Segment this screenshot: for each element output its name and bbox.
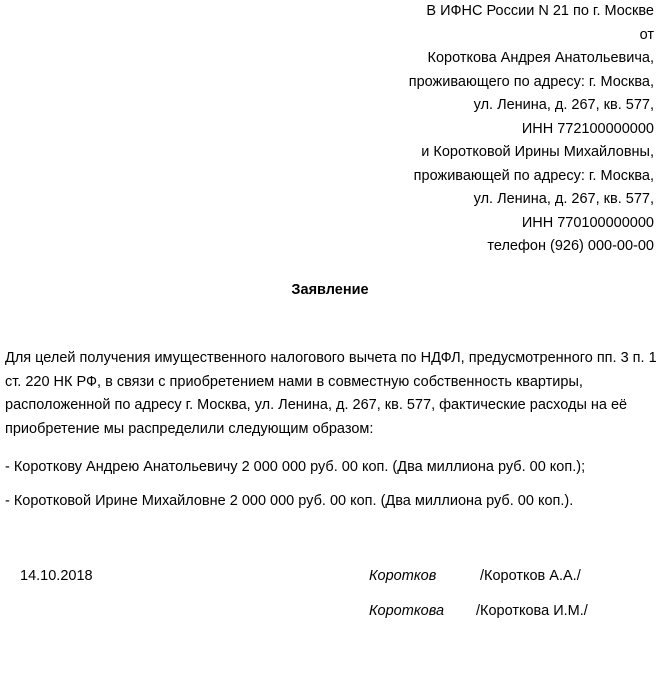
header-line-applicant-1-name: Короткова Андрея Анатольевича,	[427, 50, 654, 66]
document-date: 14.10.2018	[20, 568, 93, 584]
header-line-applicant-1-inn: ИНН 772100000000	[521, 120, 654, 137]
paragraph-line: приобретение мы распределили следующим образом:	[5, 420, 374, 437]
signatory-name-2: /Короткова И.М./	[476, 603, 588, 619]
header-line-applicant-2-name: и Коротковой Ирины Михайловны,	[421, 144, 654, 160]
header-line-applicant-1-address-1: проживающего по адресу: г. Москва,	[408, 73, 654, 90]
distribution-entry-1: - Короткову Андрею Анатольевичу 2 000 000 руб. 00 коп. (Два миллиона руб. 00 коп.);	[5, 459, 586, 475]
header-line-applicant-2-address-2: ул. Ленина, д. 267, кв. 577,	[473, 191, 654, 207]
header-line-recipient: В ИФНС России N 21 по г. Москве	[426, 3, 654, 19]
addressee-block	[409, 0, 654, 259]
document-title: Заявление	[291, 282, 369, 298]
paragraph-line: расположенной по адресу г. Москва, ул. Ленина, д. 267, кв. 577, фактические расходы на её	[5, 397, 628, 413]
header-line-phone: телефон (926) 000-00-00	[487, 238, 654, 254]
header-line-applicant-2-address-1: проживающей по адресу: г. Москва,	[413, 167, 654, 184]
header-line-applicant-2-inn: ИНН 770100000000	[521, 214, 654, 231]
header-line-applicant-1-address-2: ул. Ленина, д. 267, кв. 577,	[473, 97, 654, 113]
signature-1: Коротков	[369, 568, 437, 584]
statement-paragraph	[5, 347, 655, 441]
signature-2: Короткова	[369, 603, 445, 619]
paragraph-line: Для целей получения имущественного налогового вычета по НДФЛ, предусмотренного пп. 3 п. 1	[5, 350, 657, 366]
header-line-from: от	[639, 26, 654, 43]
paragraph-line: ст. 220 НК РФ, в связи с приобретением нами в совместную собственность квартиры,	[5, 373, 583, 390]
signatory-name-1: /Коротков А.А./	[480, 568, 581, 584]
distribution-entry-2: - Коротковой Ирине Михайловне 2 000 000 руб. 00 коп. (Два миллиона руб. 00 коп.).	[5, 493, 574, 509]
